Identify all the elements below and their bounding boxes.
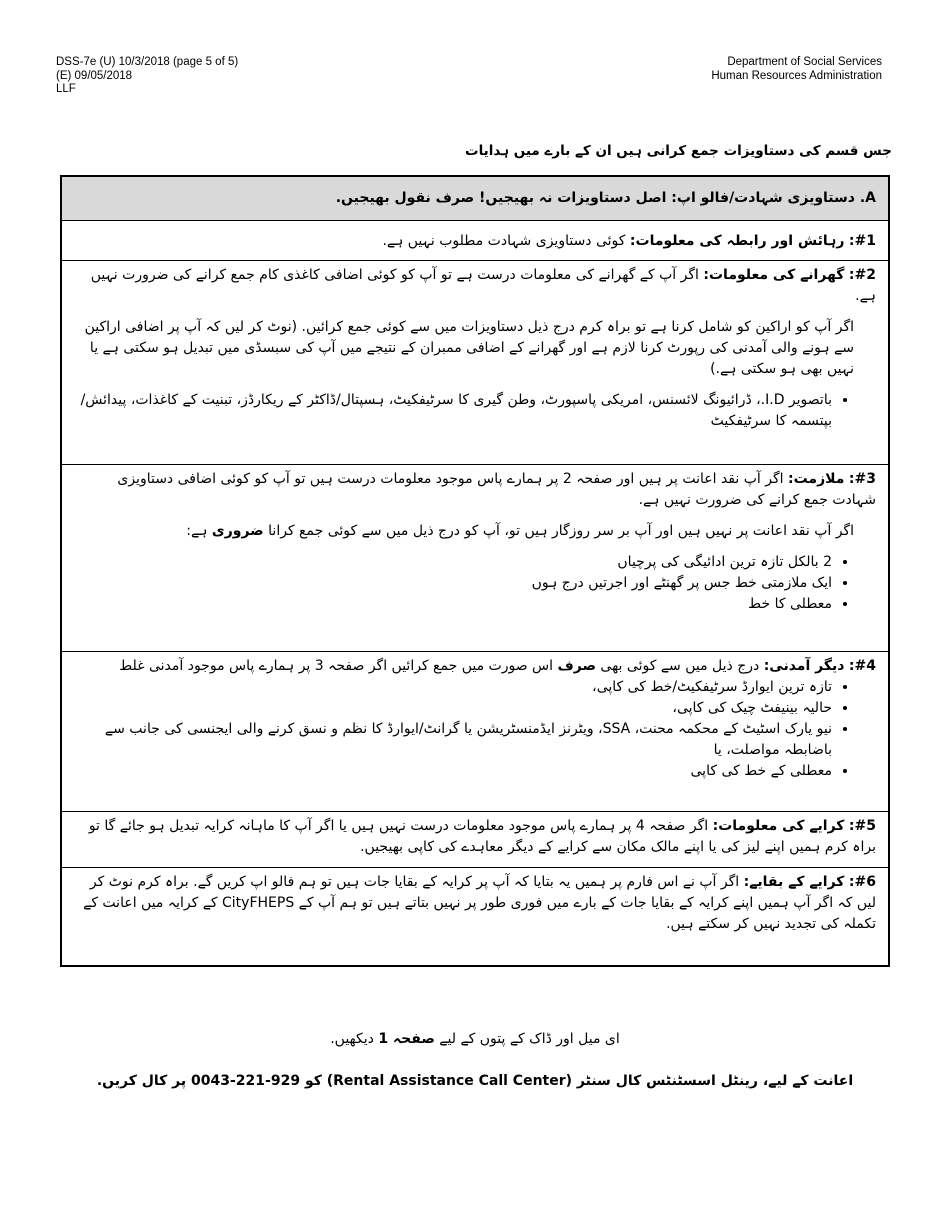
page-title: جس قسم کی دستاویزات جمع کرانی ہیں ان کے بارے میں ہدایات bbox=[465, 143, 892, 159]
section-paragraph: اگر آپ کو اراکین کو شامل کرنا ہے تو براہ کرم درج ذیل دستاویزات میں سے کوئی جمع کرائیں. (نوٹ کر لیں کہ آپ پر اضافی اراکین سے ہونے والی آمدنی کی رپورٹ کرنا لازم ہے اور گھرانے کے اضافی ممبران کے نتیجے میں آپ کی سبسڈی میں تبدیل ہو سکتی ہے یا نہیں بھی ہو سکتی ہے.) bbox=[84, 319, 854, 377]
section-text: اگر آپ نے اس فارم پر ہمیں یہ بتایا کہ آپ پر کرایہ کے بقایا جات ہیں تو ہم فالو اپ کریں گے. براہ کرم نوٹ کر لیں کہ اگر آپ ہمیں اپنے کرایہ کے بقایا جات کے بارے میں فوری طور پر نہیں بتاتے ہیں تو ہم آپ کے CityFHEPS کے کرایہ میں اعانت کے تکملہ کی تجدید نہیں کر سکتے ہیں. bbox=[83, 874, 876, 932]
section-6 bbox=[62, 868, 888, 969]
section-number: #2: bbox=[848, 267, 876, 283]
para-emphasis: ضروری bbox=[211, 523, 264, 539]
section-text-end: اس صورت میں جمع کرائیں اگر صفحہ 3 پر ہمارے پاس موجود آمدنی غلط bbox=[119, 658, 558, 674]
form-id-block bbox=[56, 56, 238, 97]
section-number: #3: bbox=[848, 471, 876, 487]
section-number: #5: bbox=[848, 818, 876, 834]
section-label: کرایے کے بقایے: bbox=[743, 874, 845, 890]
agency-block bbox=[711, 56, 882, 83]
footer-address-note bbox=[0, 1031, 950, 1047]
para-text-end: ہے: bbox=[186, 523, 212, 539]
list-item: • حالیہ بینیفٹ چیک کی کاپی، bbox=[74, 698, 832, 719]
section-text: درج ذیل میں سے کوئی بھی bbox=[595, 658, 764, 674]
section-1 bbox=[62, 221, 888, 261]
form-code-line: LLF bbox=[56, 83, 76, 95]
section-text: اگر صفحہ 4 پر ہمارے پاس موجود معلومات درست نہیں ہیں یا اگر آپ کا ماہانہ کرایہ تبدیل ہو جائے گا تو براہ کرم ہمیں اپنے لیز کی یا اپنے مالک مکان سے کرایے کے دیگر معاہدے کی کاپی بھیجیں. bbox=[88, 818, 876, 855]
section-5 bbox=[62, 812, 888, 868]
section-4 bbox=[62, 652, 888, 812]
section-text: اگر آپ کے گھرانے کی معلومات درست ہے تو آپ کو کوئی اضافی کاغذی کام جمع کرانے کی ضرورت نہیں ہے. bbox=[90, 267, 876, 304]
section-number: #4: bbox=[848, 658, 876, 674]
section-label: گھرانے کی معلومات: bbox=[703, 267, 845, 283]
footer-page-ref: صفحہ 1 bbox=[378, 1031, 435, 1047]
form-id-line: DSS-7e (U) 10/3/2018 (page 5 of 5) bbox=[56, 56, 239, 68]
list-item: • معطلی کا خط bbox=[74, 594, 832, 615]
form-date-line: (E) 09/05/2018 bbox=[56, 69, 133, 82]
section-emphasis: صرف bbox=[557, 658, 596, 674]
section-number: #6: bbox=[848, 874, 876, 890]
agency-name: Department of Social Services bbox=[727, 56, 882, 68]
para-text: اگر آپ نقد اعانت پر نہیں ہیں اور آپ بر سر روزگار ہیں تو، آپ کو درج ذیل میں سے کوئی جمع کرانا bbox=[263, 523, 854, 539]
footer-text: ای میل اور ڈاک کے پتوں کے لیے bbox=[434, 1031, 620, 1047]
list-item: • تازہ ترین ایوارڈ سرٹیفکیٹ/خط کی کاپی، bbox=[74, 677, 832, 698]
list-item: • باتصویر I.D.، ڈرائیونگ لائسنس، امریکی پاسپورٹ، وطن گیری کا سرٹیفکیٹ، ہسپتال/ڈاکٹر کے ریکارڈز، تبنیت کے کاغذات، پیدائش/بپتسمہ کا سرٹیفکیٹ bbox=[74, 390, 832, 432]
section-label: کرایے کی معلومات: bbox=[712, 818, 845, 834]
list-item: • نیو یارک اسٹیٹ کے محکمہ محنت، SSA، ویٹرنز ایڈمنسٹریشن یا گرانٹ/ایوارڈ کا نظم و نسق کرنے والی ایجنسی کی جانب سے باضابطہ مواصلت، یا bbox=[74, 719, 832, 761]
agency-subname: Human Resources Administration bbox=[711, 69, 882, 82]
section-2 bbox=[62, 261, 888, 465]
section-text: اگر آپ نقد اعانت پر ہیں اور صفحہ 2 پر ہمارے پاس موجود معلومات درست ہیں تو آپ کو کوئی اضافی دستاویزی شہادت جمع کرانے کی ضرورت نہیں ہے. bbox=[117, 471, 876, 508]
section-text: کوئی دستاویزی شہادت مطلوب نہیں ہے. bbox=[382, 233, 630, 249]
list-item: • ایک ملازمتی خط جس پر گھنٹے اور اجرتیں درج ہوں bbox=[74, 573, 832, 594]
section-paragraph bbox=[74, 521, 876, 542]
instructions-box bbox=[60, 175, 890, 967]
section-number: #1: bbox=[848, 233, 876, 249]
section-label: دیگر آمدنی: bbox=[763, 658, 845, 674]
section-a-header: A. دستاویزی شہادت/فالو اپ: اصل دستاویزات نہ بھیجیں! صرف نقول بھیجیں. bbox=[62, 177, 888, 221]
footer-text-end: دیکھیں. bbox=[330, 1031, 379, 1047]
section-label: رہائش اور رابطہ کی معلومات: bbox=[629, 233, 845, 249]
section-3 bbox=[62, 465, 888, 652]
section-label: ملازمت: bbox=[788, 471, 845, 487]
list-item: • معطلی کے خط کی کاپی bbox=[74, 761, 832, 782]
list-item: • 2 بالکل تازہ ترین ادائیگی کی پرچیاں bbox=[74, 552, 832, 573]
footer-call-center: اعانت کے لیے، رینٹل اسسٹنٹس کال سنٹر (Rental Assistance Call Center) کو 929-221-0043 پر کال کریں. bbox=[96, 1073, 854, 1089]
